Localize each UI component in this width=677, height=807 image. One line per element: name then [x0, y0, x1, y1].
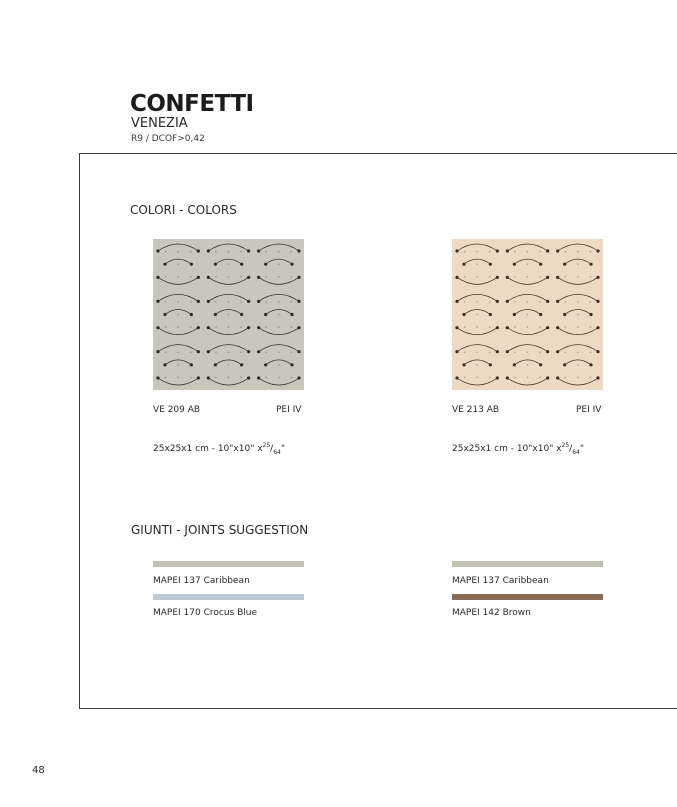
pattern-dot [228, 377, 230, 379]
pattern-dot [527, 351, 529, 353]
colors-heading: COLORI - COLORS [130, 203, 237, 217]
pattern-node [156, 350, 159, 353]
page-number: 48 [32, 765, 45, 776]
pattern-dot [240, 377, 242, 379]
pattern-dot [177, 301, 179, 303]
pattern-node [156, 249, 159, 252]
pattern-dot [577, 326, 579, 328]
joint-color-bar [452, 561, 603, 567]
pattern-node [563, 363, 566, 366]
pattern-dot [240, 301, 242, 303]
pattern-dot [165, 326, 167, 328]
pattern-node [513, 263, 516, 266]
pattern-dot [527, 276, 529, 278]
pattern-dot [177, 251, 179, 253]
pattern-dot [464, 351, 466, 353]
pattern-node [156, 326, 159, 329]
pattern-dot [215, 301, 217, 303]
pattern-node [257, 326, 260, 329]
pattern-dot [278, 377, 280, 379]
pattern-dot [577, 301, 579, 303]
pattern-node [257, 376, 260, 379]
pattern-node [546, 376, 549, 379]
pattern-dot [527, 377, 529, 379]
pattern-dot [489, 377, 491, 379]
pattern-node [163, 263, 166, 266]
joint-label: MAPEI 137 Caribbean [452, 576, 549, 586]
pattern-dot [265, 377, 267, 379]
pattern-dot [464, 326, 466, 328]
pattern-dot [476, 364, 478, 366]
collection-name: VENEZIA [131, 116, 188, 131]
pattern-dot [177, 276, 179, 278]
pattern-dot [577, 251, 579, 253]
pattern-node [290, 313, 293, 316]
pattern-node [539, 313, 542, 316]
joints-heading: GIUNTI - JOINTS SUGGESTION [131, 523, 309, 537]
pattern-node [556, 249, 559, 252]
pattern-node [563, 313, 566, 316]
pattern-node [197, 300, 200, 303]
tile-code: VE 213 AB [452, 405, 500, 415]
pattern-node [264, 363, 267, 366]
product-title: CONFETTI [130, 91, 254, 117]
pattern-node [207, 300, 210, 303]
pattern-node [496, 350, 499, 353]
pattern-dot [564, 377, 566, 379]
pattern-dot [240, 326, 242, 328]
pattern-node [264, 313, 267, 316]
pattern-node [596, 249, 599, 252]
pattern-dot [278, 301, 280, 303]
pattern-dot [177, 364, 179, 366]
pattern-node [240, 363, 243, 366]
pattern-dot [514, 251, 516, 253]
pattern-dot [577, 263, 579, 265]
pattern-node [197, 350, 200, 353]
pattern-dot [190, 276, 192, 278]
pattern-dot [165, 251, 167, 253]
pattern-node [247, 249, 250, 252]
pattern-node [506, 249, 509, 252]
pattern-dot [514, 301, 516, 303]
pattern-node [556, 376, 559, 379]
pattern-node [163, 363, 166, 366]
pattern-dot [177, 377, 179, 379]
pattern-dot [228, 251, 230, 253]
pattern-node [297, 376, 300, 379]
pattern-dot [278, 251, 280, 253]
pattern-dot [539, 276, 541, 278]
pattern-dot [489, 326, 491, 328]
pattern-dot [228, 276, 230, 278]
pattern-dot [165, 377, 167, 379]
pattern-dot [177, 314, 179, 316]
pattern-dot [564, 276, 566, 278]
pattern-node [455, 376, 458, 379]
pattern-node [257, 300, 260, 303]
pattern-dot [278, 364, 280, 366]
pattern-dot [577, 377, 579, 379]
pattern-node [513, 313, 516, 316]
pattern-dot [265, 276, 267, 278]
pattern-dot [564, 251, 566, 253]
pattern-dot [590, 377, 592, 379]
pattern-node [247, 276, 250, 279]
pattern-node [546, 276, 549, 279]
pattern-node [257, 249, 260, 252]
pattern-dot [240, 276, 242, 278]
pattern-dot [590, 276, 592, 278]
pattern-node [556, 350, 559, 353]
pattern-dot [177, 263, 179, 265]
pattern-dot [228, 364, 230, 366]
pattern-node [240, 263, 243, 266]
pattern-dot [476, 351, 478, 353]
pattern-node [214, 263, 217, 266]
pattern-dot [291, 351, 293, 353]
pattern-dot [291, 276, 293, 278]
pattern-node [496, 376, 499, 379]
pattern-node [455, 326, 458, 329]
pattern-dot [514, 276, 516, 278]
pattern-node [455, 350, 458, 353]
pattern-node [596, 300, 599, 303]
pattern-node [163, 313, 166, 316]
pattern-dot [476, 377, 478, 379]
pattern-dot [278, 263, 280, 265]
pattern-dot [527, 314, 529, 316]
pattern-node [496, 326, 499, 329]
pattern-dot [190, 251, 192, 253]
pattern-node [207, 376, 210, 379]
pattern-node [596, 376, 599, 379]
pattern-dot [590, 326, 592, 328]
content-frame [79, 153, 677, 709]
tile-size: 25x25x1 cm - 10"x10" $x^{25}/_{64}$" [153, 442, 285, 456]
pattern-dot [590, 301, 592, 303]
pattern-node [247, 326, 250, 329]
pattern-dot [165, 301, 167, 303]
pattern-dot [278, 326, 280, 328]
pattern-node [506, 300, 509, 303]
pattern-dot [190, 377, 192, 379]
pattern-dot [476, 301, 478, 303]
pattern-dot [177, 326, 179, 328]
pattern-node [506, 350, 509, 353]
pattern-node [197, 249, 200, 252]
pattern-dot [564, 326, 566, 328]
pattern-dot [476, 326, 478, 328]
pattern-dot [291, 251, 293, 253]
pattern-node [207, 249, 210, 252]
pattern-dot [577, 351, 579, 353]
pattern-node [506, 376, 509, 379]
pattern-dot [165, 276, 167, 278]
pattern-dot [577, 364, 579, 366]
pattern-dot [527, 263, 529, 265]
pattern-dot [228, 263, 230, 265]
pattern-node [455, 276, 458, 279]
pattern-node [197, 376, 200, 379]
pattern-dot [278, 314, 280, 316]
pattern-dot [489, 351, 491, 353]
pattern-dot [564, 301, 566, 303]
pattern-node [546, 350, 549, 353]
tile-size: 25x25x1 cm - 10"x10" $x^{25}/_{64}$" [452, 442, 584, 456]
pattern-node [214, 313, 217, 316]
pattern-dot [590, 351, 592, 353]
pattern-node [513, 363, 516, 366]
pattern-dot [577, 276, 579, 278]
pattern-dot [476, 276, 478, 278]
pattern-dot [527, 251, 529, 253]
tile-code: VE 209 AB [153, 405, 201, 415]
pattern-dot [240, 251, 242, 253]
pattern-node [496, 300, 499, 303]
tile-swatch-ve209ab [153, 239, 304, 390]
joint-label: MAPEI 170 Crocus Blue [153, 608, 258, 618]
pattern-node [297, 276, 300, 279]
pattern-dot [464, 276, 466, 278]
pattern-dot [539, 251, 541, 253]
pattern-node [596, 350, 599, 353]
pattern-dot [564, 351, 566, 353]
joint-label: MAPEI 142 Brown [452, 608, 531, 618]
pattern-node [506, 326, 509, 329]
pattern-node [247, 376, 250, 379]
pattern-node [539, 263, 542, 266]
pattern-node [197, 326, 200, 329]
pattern-dot [265, 301, 267, 303]
pattern-node [489, 363, 492, 366]
pattern-dot [291, 377, 293, 379]
pattern-node [247, 350, 250, 353]
pattern-dot [476, 251, 478, 253]
pattern-dot [228, 314, 230, 316]
pattern-node [156, 276, 159, 279]
pattern-node [546, 249, 549, 252]
pattern-node [207, 326, 210, 329]
pattern-node [496, 276, 499, 279]
pattern-node [290, 263, 293, 266]
pattern-dot [190, 326, 192, 328]
pattern-node [156, 300, 159, 303]
pattern-node [240, 313, 243, 316]
pattern-dot [539, 351, 541, 353]
pattern-dot [215, 276, 217, 278]
pattern-node [247, 300, 250, 303]
pattern-dot [527, 301, 529, 303]
pattern-node [462, 263, 465, 266]
tile-pei-rating: PEI IV [276, 405, 302, 415]
tile-swatch-ve213ab [452, 239, 603, 390]
pattern-node [589, 263, 592, 266]
pattern-node [297, 300, 300, 303]
pattern-dot [215, 351, 217, 353]
pattern-dot [265, 351, 267, 353]
pattern-node [297, 326, 300, 329]
pattern-dot [278, 276, 280, 278]
pattern-dot [527, 326, 529, 328]
pattern-node [190, 363, 193, 366]
pattern-node [462, 363, 465, 366]
pattern-dot [539, 326, 541, 328]
pattern-node [546, 326, 549, 329]
pattern-dot [514, 377, 516, 379]
pattern-node [214, 363, 217, 366]
pattern-dot [489, 251, 491, 253]
pattern-node [297, 350, 300, 353]
pattern-dot [527, 364, 529, 366]
slip-rating: R9 / DCOF>0,42 [131, 134, 205, 144]
pattern-dot [165, 351, 167, 353]
pattern-node [556, 300, 559, 303]
pattern-node [489, 263, 492, 266]
pattern-node [257, 350, 260, 353]
pattern-dot [577, 314, 579, 316]
pattern-node [207, 276, 210, 279]
joint-color-bar [153, 594, 304, 600]
pattern-node [455, 300, 458, 303]
pattern-dot [291, 301, 293, 303]
pattern-node [290, 363, 293, 366]
pattern-node [455, 249, 458, 252]
pattern-dot [228, 351, 230, 353]
pattern-dot [514, 351, 516, 353]
pattern-dot [539, 377, 541, 379]
pattern-dot [464, 251, 466, 253]
pattern-dot [228, 326, 230, 328]
pattern-dot [489, 301, 491, 303]
pattern-dot [476, 314, 478, 316]
pattern-dot [177, 351, 179, 353]
pattern-dot [215, 377, 217, 379]
pattern-node [589, 363, 592, 366]
pattern-node [257, 276, 260, 279]
pattern-node [156, 376, 159, 379]
pattern-dot [278, 351, 280, 353]
pattern-dot [240, 351, 242, 353]
joint-color-bar [452, 594, 603, 600]
pattern-dot [539, 301, 541, 303]
pattern-dot [265, 251, 267, 253]
pattern-dot [514, 326, 516, 328]
pattern-dot [464, 377, 466, 379]
pattern-node [207, 350, 210, 353]
pattern-node [596, 326, 599, 329]
pattern-node [556, 326, 559, 329]
joint-label: MAPEI 137 Caribbean [153, 576, 250, 586]
pattern-dot [265, 326, 267, 328]
pattern-dot [291, 326, 293, 328]
tile-pei-rating: PEI IV [576, 405, 602, 415]
pattern-node [546, 300, 549, 303]
pattern-node [462, 313, 465, 316]
pattern-dot [215, 251, 217, 253]
pattern-dot [464, 301, 466, 303]
pattern-node [489, 313, 492, 316]
pattern-node [589, 313, 592, 316]
pattern-node [297, 249, 300, 252]
pattern-dot [190, 351, 192, 353]
pattern-node [539, 363, 542, 366]
pattern-dot [489, 276, 491, 278]
pattern-dot [590, 251, 592, 253]
joint-color-bar [153, 561, 304, 567]
pattern-node [506, 276, 509, 279]
pattern-dot [190, 301, 192, 303]
pattern-node [563, 263, 566, 266]
pattern-dot [215, 326, 217, 328]
pattern-node [197, 276, 200, 279]
pattern-node [190, 313, 193, 316]
pattern-node [496, 249, 499, 252]
pattern-dot [228, 301, 230, 303]
pattern-node [264, 263, 267, 266]
pattern-node [190, 263, 193, 266]
pattern-node [596, 276, 599, 279]
pattern-dot [476, 263, 478, 265]
pattern-node [556, 276, 559, 279]
